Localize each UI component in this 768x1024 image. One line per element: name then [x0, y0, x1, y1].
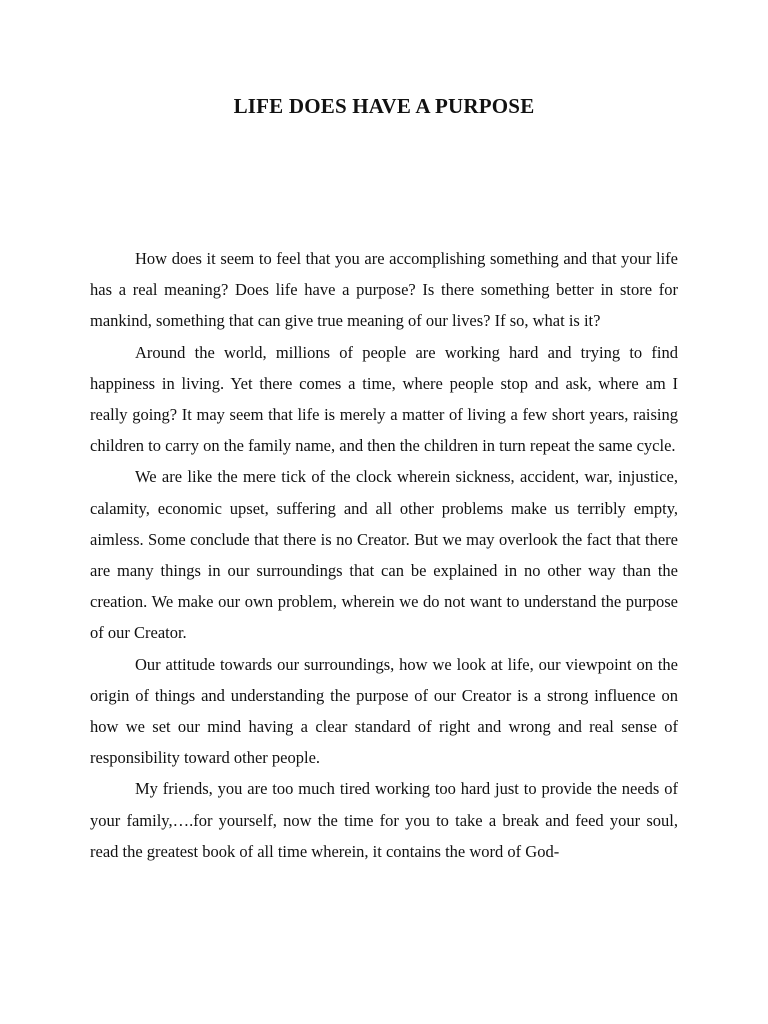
paragraph: How does it seem to feel that you are accomplishing something and that your life has a real meaning? Does life have a purpose? Is there something better in store for mankind, something that can give true meaning of our lives? If so, what is it? — [90, 249, 678, 331]
document-title: LIFE DOES HAVE A PURPOSE — [233, 94, 535, 118]
paragraph: We are like the mere tick of the clock wherein sickness, accident, war, injustice, calamity, economic upset, suffering and all other problems make us terribly empty, aimless. Some conclude that there is no Creator. But we may overlook the fact that there are many things in our surroundings that can be explained in no other way than the creation. We make our own problem, wherein we do not want to understand the purpose of our Creator. — [90, 467, 678, 643]
paragraph: Around the world, millions of people are working hard and trying to find happiness in living. Yet there comes a time, where people stop and ask, where am I really going? It may seem that life is merely a matter of living a few short years, raising children to carry on the family name, and then the children in turn repeat the same cycle. — [90, 342, 678, 456]
document-body — [90, 243, 678, 867]
paragraph: My friends, you are too much tired working too hard just to provide the needs of your family,….for yourself, now the time for you to take a break and feed your soul, read the greatest book of all time wherein, it contains the word of God- — [90, 779, 678, 861]
paragraph: Our attitude towards our surroundings, how we look at life, our viewpoint on the origin of things and understanding the purpose of our Creator is a strong influence on how we set our mind having a clear standard of right and wrong and real sense of responsibility toward other people. — [90, 654, 678, 768]
